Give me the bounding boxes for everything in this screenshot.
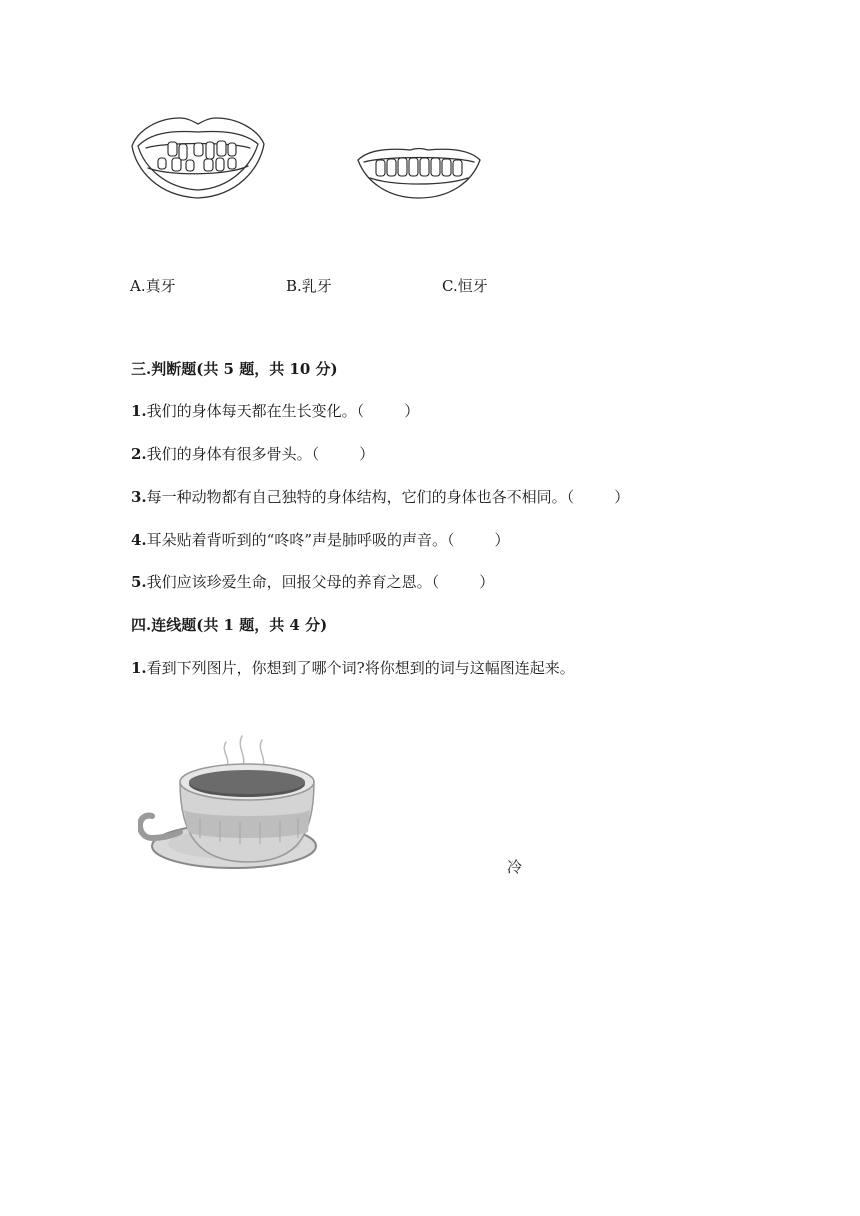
match-word-cold[interactable]: 冷	[507, 858, 523, 876]
mouth-missing-teeth-figure	[128, 108, 268, 204]
question-number: 1.	[131, 402, 147, 420]
question-item	[131, 571, 494, 592]
bracket-close: ）	[494, 531, 510, 549]
question-number: 1.	[131, 659, 147, 677]
question-text: 我们应该珍爱生命，回报父母的养育之恩。（	[146, 573, 440, 591]
question-number: 4.	[131, 531, 147, 549]
answer-options	[130, 275, 730, 299]
question-item	[131, 400, 419, 421]
bracket-close: ）	[614, 488, 630, 506]
bracket-close: ）	[479, 573, 495, 591]
bracket-close: ）	[359, 445, 375, 463]
question-number: 3.	[131, 488, 147, 506]
option-c: C.恒牙	[442, 277, 488, 295]
hot-cup-figure	[138, 734, 338, 892]
question-text: 每一种动物都有自己独特的身体结构，它们的身体也各不相同。（	[146, 488, 575, 506]
section-matching-title: 四.连线题(共 1 题，共 4 分)	[131, 616, 328, 634]
question-text: 我们的身体有很多骨头。（	[146, 445, 320, 463]
mouth-full-teeth-figure	[354, 140, 484, 204]
question-text: 我们的身体每天都在生长变化。（	[146, 402, 365, 420]
question-number: 5.	[131, 573, 147, 591]
question-text: 看到下列图片，你想到了哪个词?将你想到的词与这幅图连起来。	[146, 659, 575, 677]
question-item	[131, 443, 374, 464]
bracket-close: ）	[404, 402, 420, 420]
question-number: 2.	[131, 445, 147, 463]
option-b: B.乳牙	[286, 277, 332, 295]
section-true-false-title: 三.判断题(共 5 题，共 10 分)	[131, 360, 338, 378]
question-item	[131, 486, 629, 507]
option-a: A.真牙	[130, 277, 176, 295]
question-item	[131, 529, 510, 550]
question-text: 耳朵贴着背听到的“咚咚”声是肺呼吸的声音。（	[146, 531, 455, 549]
question-item	[131, 657, 575, 678]
